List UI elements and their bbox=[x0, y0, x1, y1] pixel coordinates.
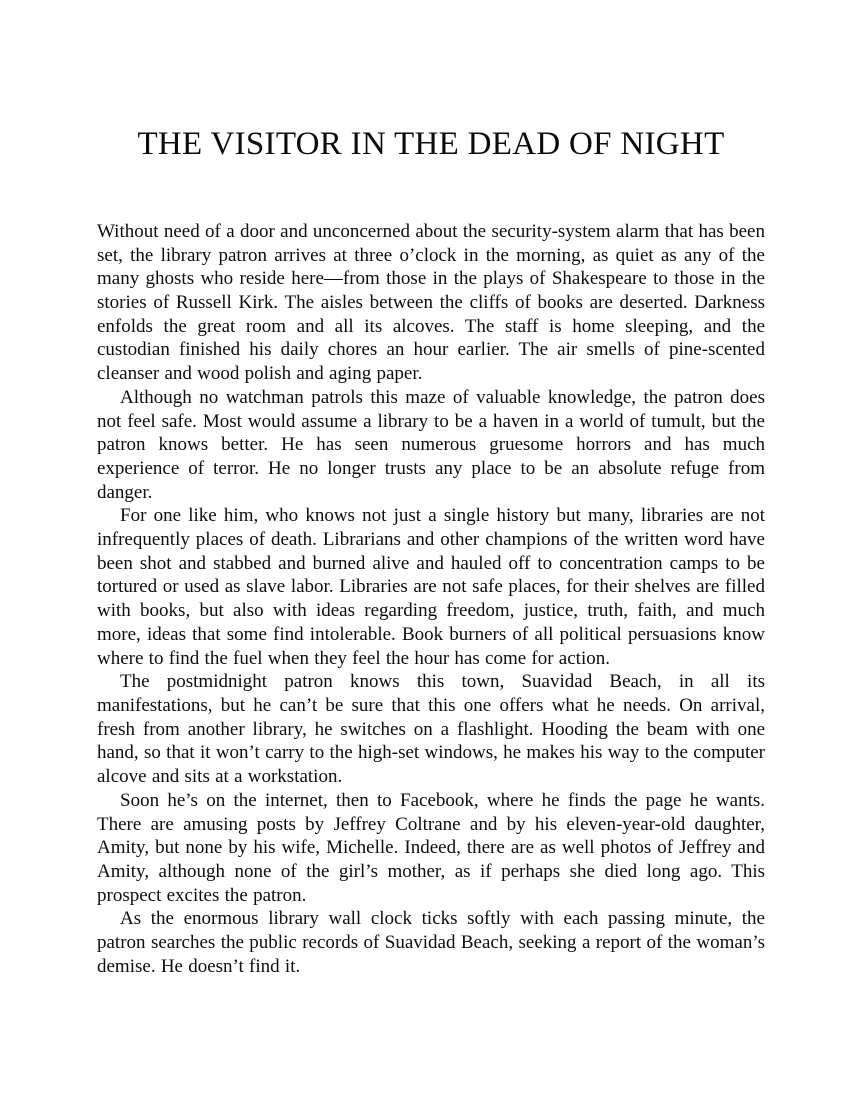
body-paragraph: As the enormous library wall clock ticks softly with each passing minute, the patron searches the public records of Suavidad Beach, seeking a report of the woman’s demise. He doesn’t find it. bbox=[97, 908, 765, 977]
body-paragraph: The postmidnight patron knows this town, Suavidad Beach, in all its manifestations, but he can’t be sure that this one offers what he needs. On arrival, fresh from another library, he switches on a flashlight. Hooding the beam with one hand, so that it won’t carry to the high-set windows, he makes his way to the computer alcove and sits at a workstation. bbox=[97, 671, 765, 788]
chapter-title: THE VISITOR IN THE DEAD OF NIGHT bbox=[137, 126, 725, 162]
body-paragraph: For one like him, who knows not just a single history but many, libraries are not infrequently places of death. Librarians and other champions of the written word have been shot and stabbed and burned alive and hauled off to concentration camps to be tortured or used as slave labor. Libraries are not safe places, for their shelves are filled with books, but also with ideas regarding freedom, justice, truth, faith, and much more, ideas that some find intolerable. Book burners of all political persuasions know where to find the fuel when they feel the hour has come for action. bbox=[97, 505, 765, 669]
body-paragraph: Although no watchman patrols this maze of valuable knowledge, the patron does not feel safe. Most would assume a library to be a haven in a world of tumult, but the patron knows better. He has seen numerous gruesome horrors and has much experience of terror. He no longer trusts any place to be an absolute refuge from danger. bbox=[97, 386, 765, 503]
body-paragraph: Without need of a door and unconcerned about the security-system alarm that has been set, the library patron arrives at three o’clock in the morning, as quiet as any of the many ghosts who reside here—from those in the plays of Shakespeare to those in the stories of Russell Kirk. The aisles between the cliffs of books are deserted. Darkness enfolds the great room and all its alcoves. The staff is home sleeping, and the custodian finished his daily chores an hour earlier. The air smells of pine-scented cleanser and wood polish and aging paper. bbox=[97, 220, 765, 385]
chapter-body bbox=[97, 220, 765, 979]
body-paragraph: Soon he’s on the internet, then to Facebook, where he finds the page he wants. There are amusing posts by Jeffrey Coltrane and by his eleven-year-old daughter, Amity, but none by his wife, Michelle. Indeed, there are as well photos of Jeffrey and Amity, although none of the girl’s mother, as if perhaps she died long ago. This prospect excites the patron. bbox=[97, 789, 765, 906]
